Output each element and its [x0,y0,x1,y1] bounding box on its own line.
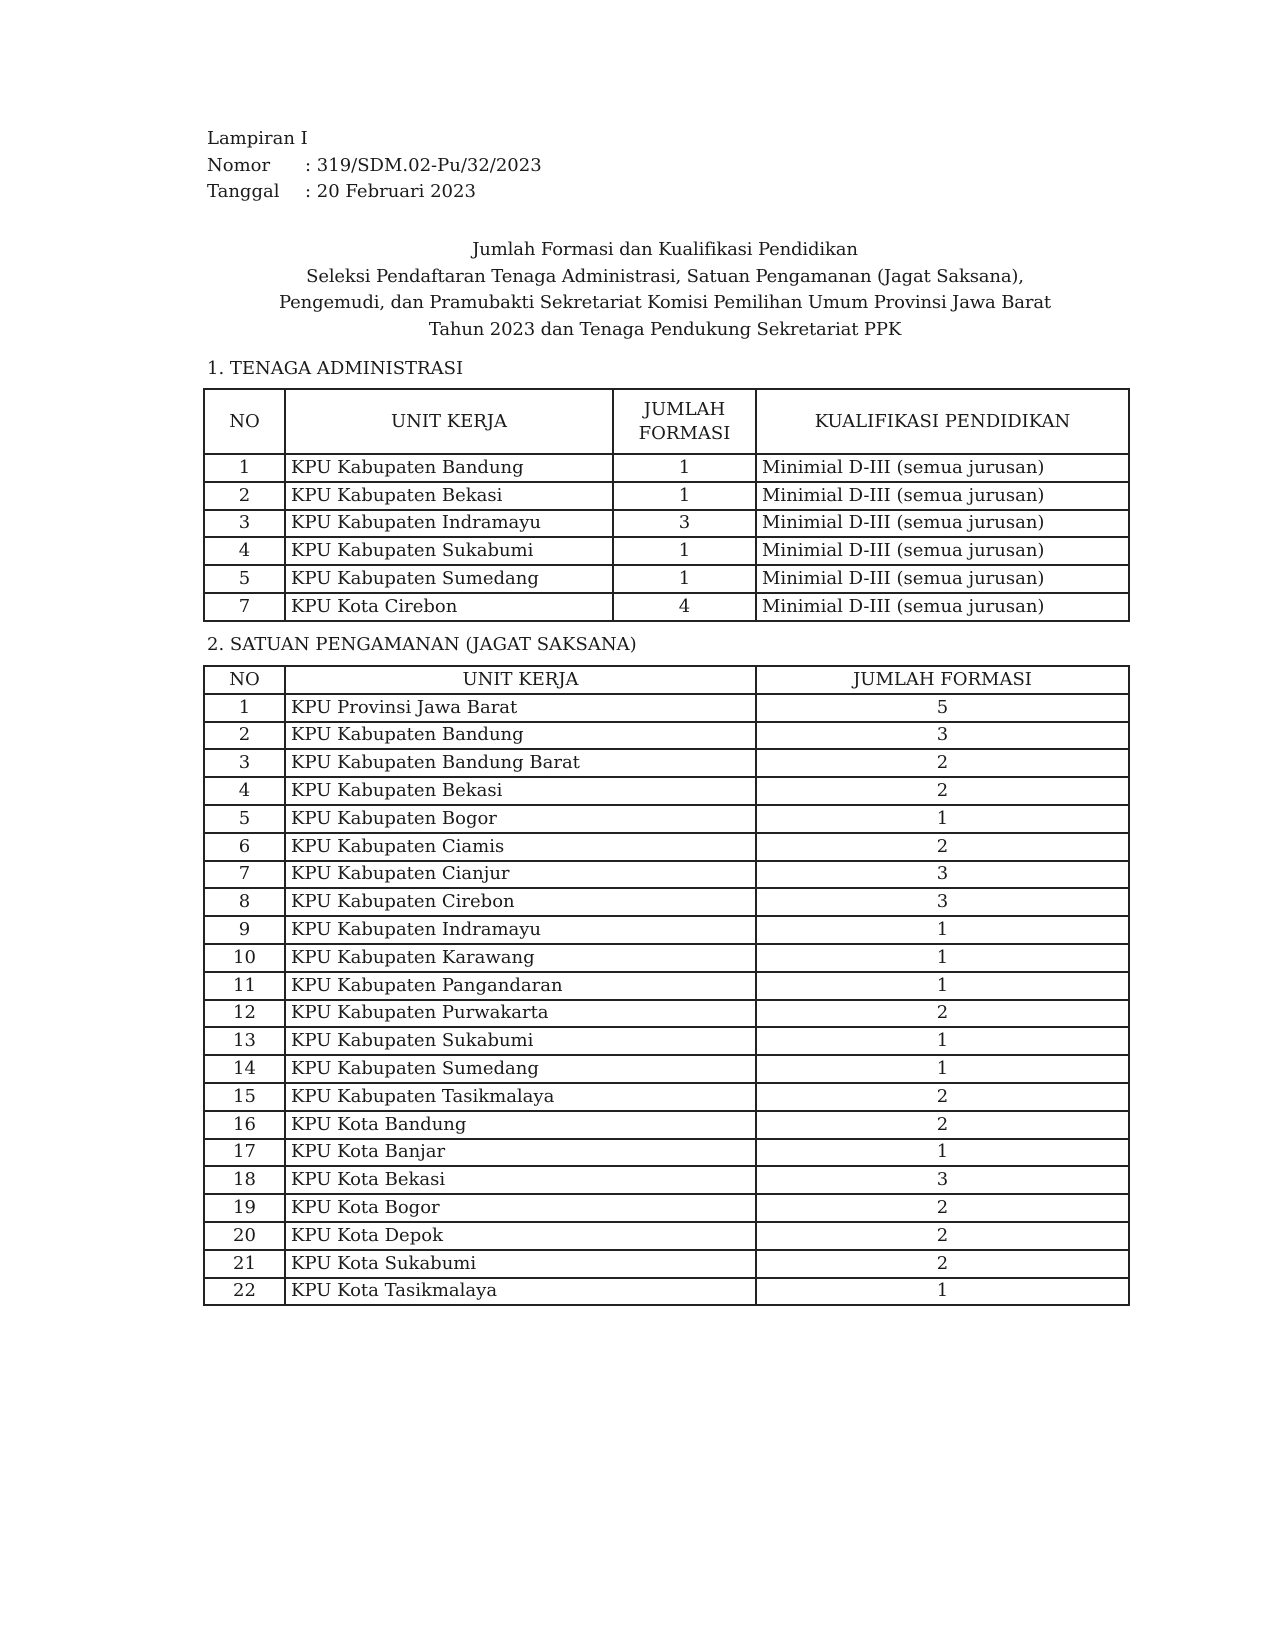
cell-jumlah-formasi: 3 [756,888,1129,916]
cell-unit-kerja: KPU Kabupaten Sumedang [285,1055,756,1083]
cell-jumlah-formasi: 2 [756,1222,1129,1250]
table-row [204,454,1129,482]
title-line-3: Pengemudi, dan Pramubakti Sekretariat Komisi Pemilihan Umum Provinsi Jawa Barat [279,292,1051,313]
cell-no: 21 [204,1250,285,1278]
cell-jumlah-formasi: 1 [756,805,1129,833]
col-header-kualifikasi: KUALIFIKASI PENDIDIKAN [756,389,1129,454]
table-row [204,1166,1129,1194]
cell-jumlah-formasi: 3 [613,510,756,538]
table-row [204,482,1129,510]
title-line-2: Seleksi Pendaftaran Tenaga Administrasi, Satuan Pengamanan (Jagat Saksana), [306,265,1024,287]
cell-kualifikasi: Minimial D-III (semua jurusan) [756,454,1129,482]
cell-jumlah-formasi: 1 [613,565,756,593]
cell-no: 1 [204,694,285,722]
cell-jumlah-formasi: 2 [756,833,1129,861]
title-line-1: Jumlah Formasi dan Kualifikasi Pendidikan [472,239,858,260]
cell-kualifikasi: Minimial D-III (semua jurusan) [756,537,1129,565]
cell-jumlah-formasi: 5 [756,694,1129,722]
table-row [204,1278,1129,1306]
section-1-heading: 1. TENAGA ADMINISTRASI [207,358,464,379]
cell-unit-kerja: KPU Kabupaten Bandung [285,454,613,482]
cell-jumlah-formasi: 2 [756,1083,1129,1111]
cell-no: 7 [204,593,285,621]
table-row [204,777,1129,805]
cell-unit-kerja: KPU Kabupaten Bandung Barat [285,749,756,777]
cell-no: 22 [204,1278,285,1306]
cell-jumlah-formasi: 3 [756,1166,1129,1194]
title-line-4: Tahun 2023 dan Tenaga Pendukung Sekretariat PPK [428,318,902,340]
cell-jumlah-formasi: 2 [756,1111,1129,1139]
table-row [204,1194,1129,1222]
cell-no: 3 [204,749,285,777]
nomor-label: Nomor [207,154,271,176]
cell-no: 2 [204,482,285,510]
cell-jumlah-formasi: 1 [613,482,756,510]
cell-no: 9 [204,916,285,944]
table-row [204,1111,1129,1139]
cell-unit-kerja: KPU Kabupaten Cirebon [285,888,756,916]
cell-jumlah-formasi: 2 [756,777,1129,805]
table-row [204,805,1129,833]
nomor-line [207,153,542,180]
cell-unit-kerja: KPU Kabupaten Sukabumi [285,537,613,565]
tanggal-line [207,179,542,206]
table-row [204,694,1129,722]
cell-unit-kerja: KPU Kabupaten Sukabumi [285,1027,756,1055]
cell-unit-kerja: KPU Kabupaten Ciamis [285,833,756,861]
cell-no: 10 [204,944,285,972]
table-row [204,749,1129,777]
table-row [204,972,1129,1000]
col-header-jumlah-line2: FORMASI [638,422,731,444]
table-row [204,1250,1129,1278]
cell-no: 5 [204,805,285,833]
col-header-jumlah-formasi [613,389,756,454]
cell-no: 19 [204,1194,285,1222]
cell-jumlah-formasi: 1 [756,1027,1129,1055]
cell-no: 13 [204,1027,285,1055]
cell-jumlah-formasi: 2 [756,1250,1129,1278]
table-row [204,944,1129,972]
cell-no: 5 [204,565,285,593]
document-header [207,126,542,206]
cell-unit-kerja: KPU Kota Depok [285,1222,756,1250]
document-title [150,237,1180,343]
tanggal-label: Tanggal [207,181,280,202]
cell-jumlah-formasi: 2 [756,749,1129,777]
tanggal-value: : 20 Februari 2023 [305,181,476,202]
cell-jumlah-formasi: 1 [756,1278,1129,1306]
table-row [204,537,1129,565]
cell-unit-kerja: KPU Kabupaten Bekasi [285,482,613,510]
col-header-no: NO [204,666,285,694]
table-row [204,593,1129,621]
cell-no: 11 [204,972,285,1000]
cell-jumlah-formasi: 1 [613,454,756,482]
table-row [204,1139,1129,1167]
lampiran-label: Lampiran I [207,128,308,149]
col-header-unit-kerja: UNIT KERJA [285,666,756,694]
table-header-row [204,666,1129,694]
col-header-no: NO [204,389,285,454]
cell-unit-kerja: KPU Kota Bandung [285,1111,756,1139]
cell-unit-kerja: KPU Kota Banjar [285,1139,756,1167]
cell-no: 3 [204,510,285,538]
cell-unit-kerja: KPU Kabupaten Karawang [285,944,756,972]
cell-no: 4 [204,537,285,565]
cell-unit-kerja: KPU Kabupaten Sumedang [285,565,613,593]
cell-jumlah-formasi: 3 [756,722,1129,750]
cell-unit-kerja: KPU Kota Sukabumi [285,1250,756,1278]
table-row [204,1083,1129,1111]
cell-unit-kerja: KPU Kabupaten Cianjur [285,861,756,889]
cell-no: 8 [204,888,285,916]
cell-jumlah-formasi: 1 [756,1055,1129,1083]
cell-jumlah-formasi: 2 [756,1000,1129,1028]
table-row [204,1000,1129,1028]
cell-unit-kerja: KPU Kota Tasikmalaya [285,1278,756,1306]
cell-no: 16 [204,1111,285,1139]
table-row [204,861,1129,889]
cell-kualifikasi: Minimial D-III (semua jurusan) [756,510,1129,538]
cell-no: 2 [204,722,285,750]
cell-kualifikasi: Minimial D-III (semua jurusan) [756,593,1129,621]
cell-unit-kerja: KPU Kabupaten Bandung [285,722,756,750]
cell-unit-kerja: KPU Kota Bekasi [285,1166,756,1194]
table-row [204,916,1129,944]
cell-no: 1 [204,454,285,482]
table-row [204,722,1129,750]
cell-unit-kerja: KPU Kabupaten Pangandaran [285,972,756,1000]
cell-unit-kerja: KPU Kabupaten Tasikmalaya [285,1083,756,1111]
cell-no: 12 [204,1000,285,1028]
satuan-pengamanan-table [203,665,1130,1306]
cell-jumlah-formasi: 1 [756,972,1129,1000]
table-row [204,1055,1129,1083]
cell-unit-kerja: KPU Kota Cirebon [285,593,613,621]
col-header-unit-kerja: UNIT KERJA [285,389,613,454]
section-2-heading: 2. SATUAN PENGAMANAN (JAGAT SAKSANA) [207,634,637,655]
cell-unit-kerja: KPU Provinsi Jawa Barat [285,694,756,722]
table-row [204,833,1129,861]
tenaga-administrasi-table [203,388,1130,622]
cell-no: 15 [204,1083,285,1111]
cell-jumlah-formasi: 1 [756,916,1129,944]
cell-no: 17 [204,1139,285,1167]
cell-unit-kerja: KPU Kabupaten Purwakarta [285,1000,756,1028]
cell-jumlah-formasi: 2 [756,1194,1129,1222]
cell-no: 20 [204,1222,285,1250]
table-row [204,510,1129,538]
table-row [204,1027,1129,1055]
table-row [204,1222,1129,1250]
cell-jumlah-formasi: 1 [613,537,756,565]
table-row [204,565,1129,593]
cell-jumlah-formasi: 1 [756,1139,1129,1167]
cell-no: 18 [204,1166,285,1194]
cell-kualifikasi: Minimial D-III (semua jurusan) [756,565,1129,593]
cell-jumlah-formasi: 3 [756,861,1129,889]
cell-no: 7 [204,861,285,889]
table-row [204,888,1129,916]
cell-no: 6 [204,833,285,861]
cell-jumlah-formasi: 4 [613,593,756,621]
cell-unit-kerja: KPU Kabupaten Bekasi [285,777,756,805]
col-header-jumlah-line1: JUMLAH [643,398,726,420]
cell-unit-kerja: KPU Kabupaten Indramayu [285,510,613,538]
cell-kualifikasi: Minimial D-III (semua jurusan) [756,482,1129,510]
col-header-jumlah-formasi: JUMLAH FORMASI [756,666,1129,694]
nomor-value: : 319/SDM.02-Pu/32/2023 [305,154,542,176]
table-header-row [204,389,1129,454]
cell-unit-kerja: KPU Kabupaten Bogor [285,805,756,833]
cell-unit-kerja: KPU Kabupaten Indramayu [285,916,756,944]
cell-unit-kerja: KPU Kota Bogor [285,1194,756,1222]
cell-jumlah-formasi: 1 [756,944,1129,972]
cell-no: 14 [204,1055,285,1083]
cell-no: 4 [204,777,285,805]
